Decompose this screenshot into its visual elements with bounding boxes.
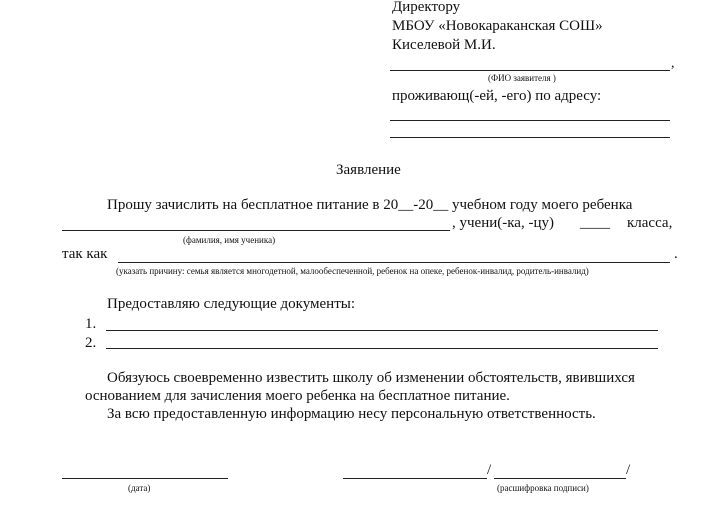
request-text: Прошу зачислить на бесплатное питание в 20__-20__ учебном году моего ребенка <box>107 197 633 213</box>
docs-item-1-line[interactable] <box>106 330 658 331</box>
responsibility-text: За всю предоставленную информацию несу персональную ответственность. <box>107 406 596 422</box>
pupil-name-line[interactable] <box>62 230 450 231</box>
signature-slash-2: / <box>626 462 631 478</box>
address-line-1[interactable] <box>390 120 670 121</box>
docs-item-2-number: 2. <box>85 335 97 351</box>
applicant-caption: (ФИО заявителя ) <box>488 73 556 83</box>
docs-title: Предоставляю следующие документы: <box>107 296 355 312</box>
reason-caption: (указать причину: семья является многодетной, малообеспеченной, ребенок на опеке, ребенок-инвалид, родитель-инвалид) <box>116 266 589 276</box>
class-word: класса, <box>627 215 673 231</box>
signature-caption: (расшифровка подписи) <box>497 483 589 493</box>
docs-item-2-line[interactable] <box>106 348 658 349</box>
applicant-name-line[interactable] <box>390 70 670 71</box>
class-blank: ____ <box>580 215 610 231</box>
addressee-line-1: Директору <box>392 0 461 15</box>
reason-label: так как <box>62 246 108 262</box>
docs-item-1-number: 1. <box>85 316 97 332</box>
document-title: Заявление <box>336 162 401 178</box>
reason-line[interactable] <box>118 262 670 263</box>
signature-line[interactable] <box>343 478 487 479</box>
date-caption: (дата) <box>128 483 151 493</box>
residence-label: проживающ(-ей, -его) по адресу: <box>392 88 602 104</box>
date-line[interactable] <box>62 478 228 479</box>
signature-decoding-line[interactable] <box>494 478 626 479</box>
reason-end: . <box>674 246 678 262</box>
addressee-line-2: МБОУ «Новокараканская СОШ» <box>392 18 603 34</box>
obligation-line-1: Обязуюсь своевременно известить школу об изменении обстоятельств, явившихся <box>107 370 635 386</box>
addressee-line-3: Киселевой М.И. <box>392 37 496 53</box>
signature-slash-1: / <box>487 462 492 478</box>
obligation-line-2: основанием для зачисления моего ребенка на бесплатное питание. <box>85 388 510 404</box>
applicant-comma: , <box>671 56 675 71</box>
address-line-2[interactable] <box>390 137 670 138</box>
pupil-caption: (фамилия, имя ученика) <box>183 235 276 245</box>
pupil-text: , учени(-ка, -цу) <box>452 215 554 231</box>
